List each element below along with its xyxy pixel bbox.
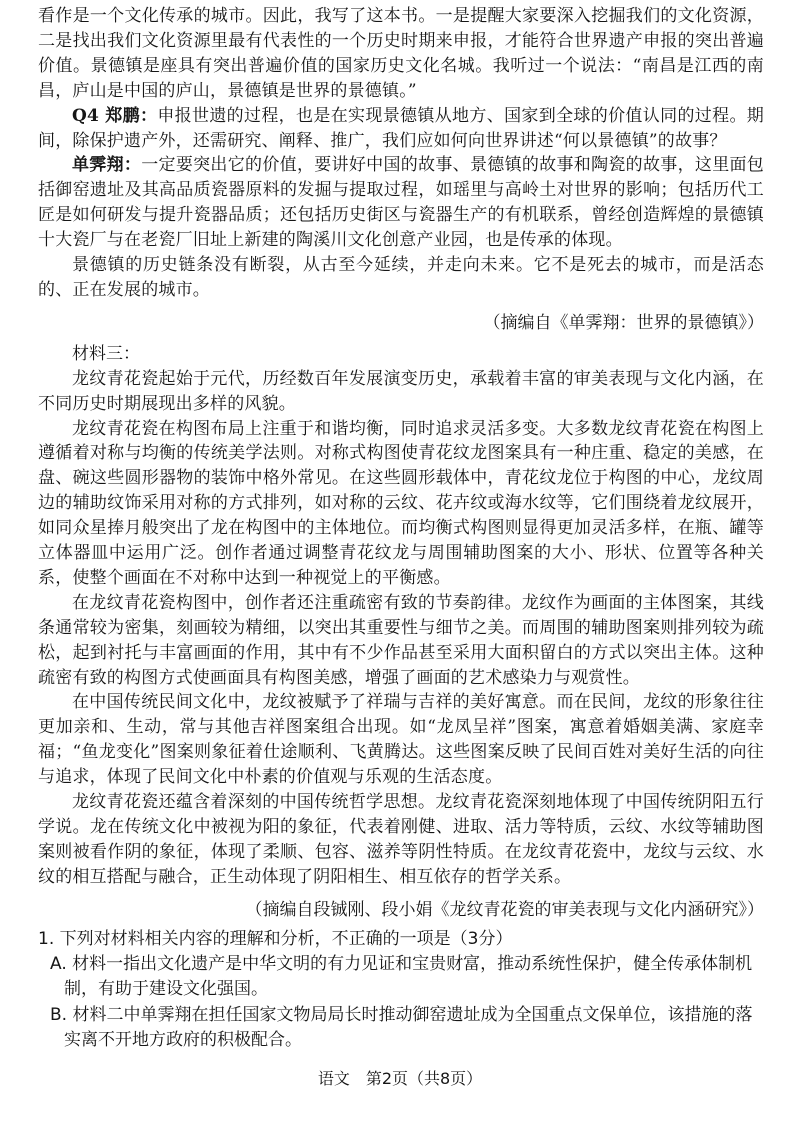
question-speaker: Q4 郑鹏： xyxy=(72,105,158,126)
material2-source: （摘编自《单霁翔：世界的景德镇》） xyxy=(483,312,764,333)
material3-paragraph-4: 在中国传统民间文化中，龙纹被赋予了祥瑞与吉祥的美好寓意。而在民间，龙纹的形象往往更加亲和、生动，常与其他吉祥图案组合出现。如“龙凤呈祥”图案，寓意着婚姻美满、家庭幸福；“鱼龙变化”图案则象征着仕途顺利、飞黄腾达。这些图案反映了民间百姓对美好生活的向往与追求，体现了民间文化中朴素的价值观与乐观的生活态度。 xyxy=(38,692,764,788)
answer-text: 一定要突出它的价值，要讲好中国的故事、景德镇的故事和陶瓷的故事，这里面包括御窑遗址及其高品质瓷器原料的发掘与提取过程，如瑶里与高岭土对世界的影响；包括历代工匠是如何研发与提升瓷器品质；还包括历史街区与瓷器生产的有机联系，曾经创造辉煌的景德镇十大瓷厂与在老瓷厂旧址上新建的陶溪川文化创意产业园，也是传承的体现。 xyxy=(38,155,764,251)
answer-speaker: 单霁翔： xyxy=(72,155,142,176)
material3-paragraph-2: 龙纹青花瓷在构图布局上注重于和谐均衡，同时追求灵活多变。大多数龙纹青花瓷在构图上遵循着对称与均衡的传统美学法则。对称式构图使青花纹龙图案具有一种庄重、稳定的美感，在盘、碗这些圆形器物的装饰中格外常见。在这些圆形载体中，青花纹龙位于构图的中心，龙纹周边的辅助纹饰采用对称的方式排列，如对称的云纹、花卉纹或海水纹等，它们围绕着龙纹展开，如同众星捧月般突出了龙在构图中的主体地位。而均衡式构图则显得更加灵活多样，在瓶、罐等立体器皿中运用广泛。创作者通过调整青花纹龙与周围辅助图案的大小、形状、位置等各种关系，使整个画面在不对称中达到一种视觉上的平衡感。 xyxy=(38,418,764,588)
exam-page xyxy=(38,4,764,1054)
material3-paragraph-3: 在龙纹青花瓷构图中，创作者还注重疏密有致的节奏韵律。龙纹作为画面的主体图案，其线条通常较为密集，刻画较为精细，以突出其重要性与细节之美。而周围的辅助图案则排列较为疏松，起到衬托与丰富画面的作用，其中有不少作品甚至采用大面积留白的方式以突出主体。这种疏密有致的构图方式使画面具有构图美感，增强了画面的艺术感染力与观赏性。 xyxy=(38,592,764,688)
page-footer: 语文 第2页（共8页） xyxy=(317,1069,483,1088)
question-1-option-b: B. 材料二中单霁翔在担任国家文物局局长时推动御窑遗址成为全国重点文保单位，该措施的落实离不开地方政府的积极配合。 xyxy=(50,1004,753,1051)
paragraph-book-purpose: 看作是一个文化传承的城市。因此，我写了这本书。一是提醒大家要深入挖掘我们的文化资源，二是找出我们文化资源里最有代表性的一个历史时期来申报，才能符合世界遗产申报的突出普遍价值。景德镇是座具有突出普遍价值的国家历史文化名城。我听过一个说法：“南昌是江西的南昌，庐山是中国的庐山，景德镇是世界的景德镇。” xyxy=(38,6,764,101)
interview-question-4 xyxy=(38,104,764,154)
question-1-option-a: A. 材料一指出文化遗产是中华文明的有力见证和宝贵财富，推动系统性保护，健全传承体制机制，有助于建设文化强国。 xyxy=(50,953,753,1000)
material3-source: （摘编自段铖刚、段小娟《龙纹青花瓷的审美表现与文化内涵研究》） xyxy=(245,899,764,920)
interview-answer-4 xyxy=(38,153,764,253)
question-1-stem: 1. 下列对材料相关内容的理解和分析，不正确的一项是（3分） xyxy=(38,928,513,949)
material3-paragraph-5: 龙纹青花瓷还蕴含着深刻的中国传统哲学思想。龙纹青花瓷深刻地体现了中国传统阴阳五行学说。龙在传统文化中被视为阳的象征，代表着刚健、进取、活力等特质，云纹、水纹等辅助图案则被看作阴的象征，体现了柔顺、包容、滋养等阴性特质。在龙纹青花瓷中，龙纹与云纹、水纹的相互搭配与融合，正生动体现了阴阳相生、相互依存的哲学关系。 xyxy=(38,792,764,887)
material3-paragraph-1: 龙纹青花瓷起始于元代，历经数百年发展演变历史，承载着丰富的审美表现与文化内涵，在不同历史时期展现出多样的风貌。 xyxy=(38,368,764,414)
paragraph-living-city: 景德镇的历史链条没有断裂，从古至今延续，并走向未来。它不是死去的城市，而是活态的、正在发展的城市。 xyxy=(38,255,764,300)
question-text: 申报世遗的过程，也是在实现景德镇从地方、国家到全球的价值认同的过程。期间，除保护遗产外，还需研究、阐释、推广，我们应如何向世界讲述“何以景德镇”的故事？ xyxy=(38,105,764,151)
material3-heading: 材料三： xyxy=(72,343,140,364)
